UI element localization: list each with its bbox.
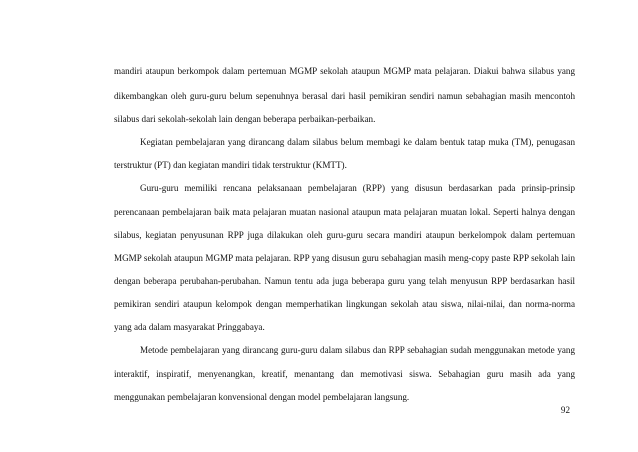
text-line-11: pemikiran sendiri ataupun kelompok dengan memperhatikan lingkungan sekolah atau siswa, nilai-nilai, dan norma-norma: [114, 299, 575, 309]
text-line-3: silabus dari sekolah-sekolah lain dengan beberapa perbaikan-perbaikan.: [114, 114, 376, 124]
text-line-15: menggunakan pembelajaran konvensional dengan model pembelajaran langsung.: [114, 392, 410, 402]
text-line-8: silabus, kegiatan penyusunan RPP juga dilakukan oleh guru-guru secara mandiri ataupun berkelompok dalam pertemuan: [114, 230, 575, 240]
page-number: 92: [560, 405, 570, 415]
text-line-5: terstruktur (PT) dan kegiatan mandiri tidak terstruktur (KMTT).: [114, 160, 347, 170]
text-line-13: Metode pembelajaran yang dirancang guru-guru dalam silabus dan RPP sebahagian sudah menggunakan metode yang: [140, 345, 575, 355]
text-line-14: interaktif, inspiratif, menyenangkan, kreatif, menantang dan memotivasi siswa. Sebahagian guru masih ada yang: [114, 369, 575, 379]
text-line-1: mandiri ataupun berkompok dalam pertemuan MGMP sekolah ataupun MGMP mata pelajaran. Diakui bahwa silabus yang: [114, 66, 575, 76]
text-line-10: dengan beberapa perubahan-perubahan. Namun tentu ada juga beberapa guru yang telah menyusun RPP berdasarkan hasil: [114, 276, 575, 286]
text-line-6: Guru-guru memiliki rencana pelaksanaan pembelajaran (RPP) yang disusun berdasarkan pada prinsip-prinsip: [140, 183, 575, 193]
text-line-4: Kegiatan pembelajaran yang dirancang dalam silabus belum membagi ke dalam bentuk tatap muka (TM), penugasan: [140, 137, 575, 147]
text-line-9: MGMP sekolah ataupun MGMP mata pelajaran. RPP yang disusun guru sebahagian masih meng-copy paste RPP sekolah lain: [114, 253, 575, 263]
text-line-12: yang ada dalam masyarakat Pringgabaya.: [114, 322, 265, 332]
text-line-2: dikembangkan oleh guru-guru belum sepenuhnya berasal dari hasil pemikiran sendiri namun sebahagian masih mencontoh: [114, 91, 575, 101]
text-line-7: perencanaan pembelajaran baik mata pelajaran muatan nasional ataupun mata pelajaran muatan lokal. Seperti halnya dengan: [114, 207, 575, 217]
